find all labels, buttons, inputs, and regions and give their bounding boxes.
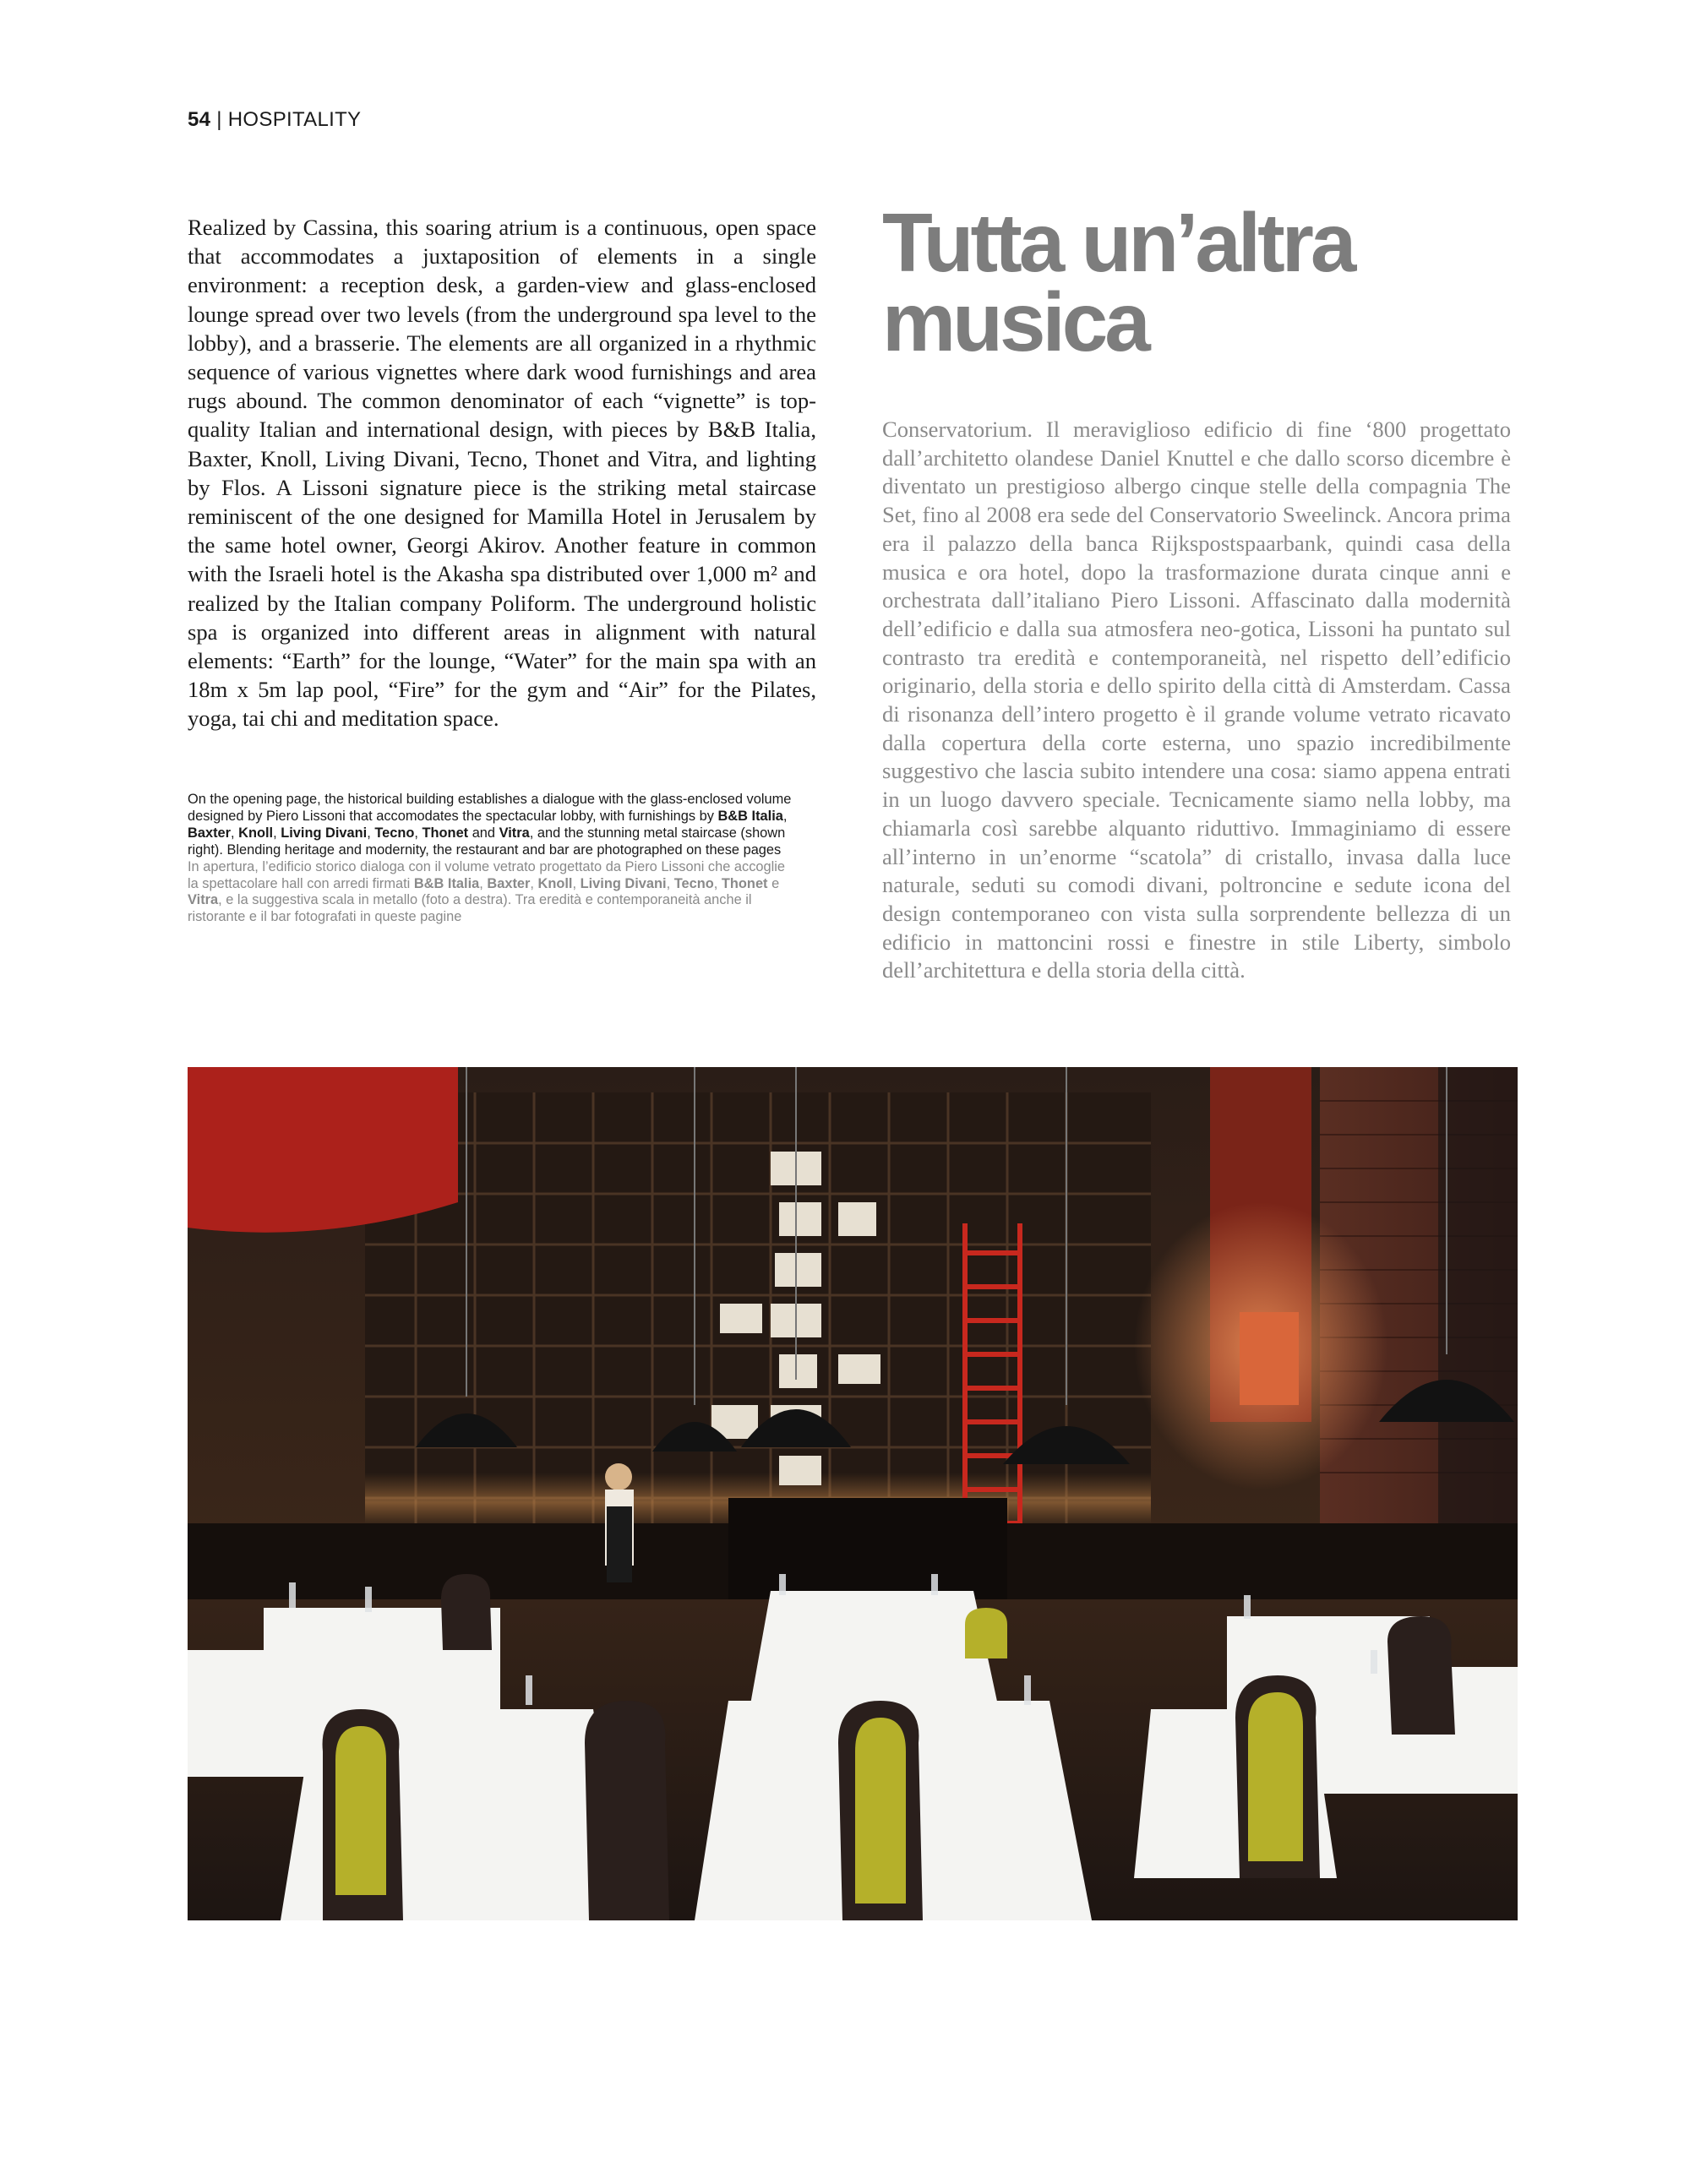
brand-name: Baxter [487, 875, 531, 891]
page-header [188, 108, 361, 132]
brand-name: Knoll [537, 875, 573, 891]
caption-english [188, 792, 796, 859]
brand-name: B&B Italia [413, 875, 480, 891]
caption-text: , [666, 875, 674, 891]
shelving-grid [365, 1092, 1151, 1566]
brand-name: Vitra [188, 892, 219, 908]
caption-italian [188, 859, 796, 927]
section-name: HOSPITALITY [227, 108, 362, 131]
caption-text: , [572, 875, 581, 891]
header-separator: | [210, 108, 228, 131]
article-title [882, 196, 1643, 368]
caption-text: , [414, 825, 422, 841]
caption-text: , [530, 875, 538, 891]
brand-name: Tecno [673, 875, 714, 891]
brand-name: Vitra [499, 825, 530, 841]
page-number: 54 [188, 108, 211, 131]
body-text-italian: Conservatorium. Il meraviglioso edificio di fine ‘800 progettato dall’architetto olandese Daniel Knuttel e che dallo scorso dicembre è diventato un prestigioso albergo cinque stelle della compagnia The Set, fino al 2008 era sede del Conservatorio Sweelinck. Ancora prima era il palazzo della banca Rijkspostspaarbank, quindi casa della musica e ora hotel, dopo la trasformazione durata cinque anni e orchestrata dall’italiano Piero Lissoni. Affascinato dalla modernità dell’edificio e dalla sua atmosfera neo-gotica, Lissoni ha puntato sul contrasto tra eredità e contemporaneità, nel rispetto dell’edificio originario, della storia e dello spirito della città di Amsterdam. Cassa di risonanza dell’intero progetto è il grande volume vetrato ricavato dalla copertura della corte esterna, uno spazio incredibilmente suggestivo che lascia subito intendere una cosa: siamo appena entrati in un luogo davvero speciale. Tecnicamente siamo nella lobby, ma chiamarla così sarebbe alquanto riduttivo. Immaginiamo di essere all’interno in un’enorme “scatola” di cristallo, invasa dalla luce naturale, seduti su comodi divani, poltroncine e sedute icona del design contemporaneo con vista sulla sorprendente bellezza di un edificio in mattoncini rossi e finestre in stile Liberty, simbolo dell’architettura e della storia della città. [882, 417, 1511, 983]
brand-name: Knoll [238, 825, 274, 841]
caption-text: , and the stunning metal staircase (shown right). Blending heritage and modernity, the restaurant and bar are photographed on these pages [188, 825, 786, 858]
caption-text: , [713, 875, 722, 891]
title-line-2: musica [882, 275, 1148, 368]
brand-name: Living Divani [281, 825, 368, 841]
caption-text: , [231, 825, 239, 841]
body-text-english: Realized by Cassina, this soaring atrium is a continuous, open space that accommodates a juxtaposition of elements in a single environment: a reception desk, a garden-view and glass-enclosed lounge spread over two levels (from the underground spa level to the lobby), and a brasserie. The elements are all organized in a rhythmic sequence of various vignettes where dark wood furnishings and area rugs abound. The common denominator of each “vignette” is top-quality Italian and international design, with pieces by B&B Italia, Baxter, Knoll, Living Divani, Tecno, Thonet and Vitra, and lighting by Flos. A Lissoni signature piece is the striking metal staircase reminiscent of the one designed for Mamilla Hotel in Jerusalem by the same hotel owner, Georgi Akirov. Another feature in common with the Israeli hotel is the Akasha spa distributed over 1,000 m² and realized by the Italian company Poliform. The underground holistic spa is organized into different areas in alignment with natural elements: “Earth” for the lounge, “Water” for the main spa with an 18m x 5m lap pool, “Fire” for the gym and “Air” for the Pilates, yoga, tai chi and meditation space. [188, 215, 816, 732]
photo-captions [188, 792, 796, 926]
brand-name: B&B Italia [717, 808, 783, 824]
caption-text: and [468, 825, 499, 841]
caption-text: , [479, 875, 488, 891]
restaurant-photo [188, 1067, 1518, 1920]
caption-text: , [782, 808, 788, 824]
caption-text: , [273, 825, 281, 841]
brand-name: Thonet [422, 825, 469, 841]
caption-text: , [367, 825, 375, 841]
caption-text: e [767, 875, 780, 891]
brand-name: Thonet [721, 875, 768, 891]
brand-name: Living Divani [580, 875, 667, 891]
brand-name: Tecno [374, 825, 415, 841]
caption-text: In apertura, l’edificio storico dialoga con il volume vetrato progettato da Piero Lissoni che accoglie la spettacolare hall con arredi firmati [188, 858, 786, 891]
caption-text: , e la suggestiva scala in metallo (foto a destra). Tra eredità e contemporaneità anche il ristorante e il bar fotografati in queste pagine [188, 892, 752, 925]
brand-name: Baxter [188, 825, 232, 841]
caption-text: On the opening page, the historical building establishes a dialogue with the glass-enclosed volume designed by Piero Lissoni that accomodates the spectacular lobby, with furnishings by [188, 792, 792, 824]
waitress [605, 1463, 634, 1582]
title-line-1: Tutta un’altra [882, 196, 1354, 289]
